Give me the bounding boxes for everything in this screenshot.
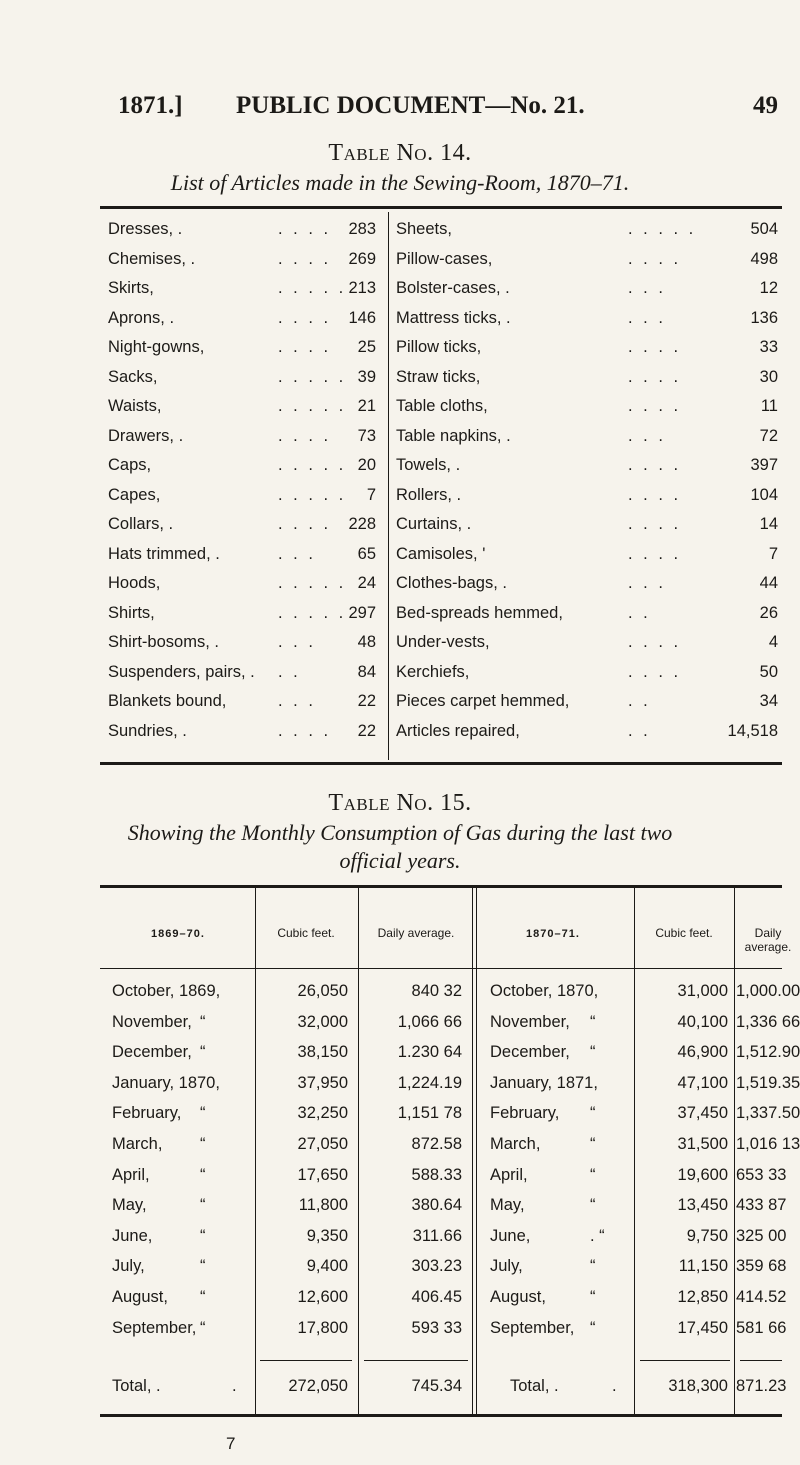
table14-left-row <box>108 574 376 598</box>
table15-total-label-b: Total, . <box>510 1377 559 1395</box>
article-name: Hoods, <box>108 574 161 592</box>
table15-cubic-feet-a: 11,800 <box>298 1196 348 1215</box>
table15-month-a: June, <box>112 1226 153 1245</box>
article-count: 34 <box>759 692 778 710</box>
table14-left-row <box>108 397 376 421</box>
table15-vline-5 <box>634 888 635 1416</box>
leader-dots: . . . . . <box>278 397 347 415</box>
table15-daily-average-a: 311.66 <box>412 1226 462 1245</box>
article-count: 7 <box>768 544 778 563</box>
table14-right-row <box>396 486 778 510</box>
leader-dots: . . . <box>278 692 316 710</box>
leader-dots: . . <box>628 721 651 740</box>
table15-daily-average-b: 433 87 <box>736 1196 787 1215</box>
table15-month-a: May, <box>112 1196 147 1215</box>
leader-dots: . . . . . <box>278 603 347 622</box>
article-count: 33 <box>759 338 778 356</box>
leader-dots: . . . . <box>628 456 682 474</box>
table15-month-a: October, 1869, <box>112 982 221 1000</box>
table15-cubic-feet-b: 31,500 <box>677 1135 728 1153</box>
table14-left-row <box>108 663 376 687</box>
article-count: 498 <box>750 249 778 268</box>
table15-total-cubic-a: 272,050 <box>288 1377 348 1395</box>
leader-dots: . . . . <box>628 338 682 356</box>
table15-daily-average-b: 653 33 <box>736 1165 787 1184</box>
table15-month-b: June, <box>490 1226 531 1245</box>
table15-cubic-feet-b: 17,450 <box>677 1318 728 1337</box>
table15-header-cubic-b: Cubic feet. <box>655 926 713 940</box>
article-count: 25 <box>357 338 376 356</box>
table15-ditto-mark-b: “ <box>590 1012 596 1031</box>
table15-daily-average-a: 593 33 <box>411 1318 462 1337</box>
table15-subtitle-line1: Showing the Monthly Consumption of Gas during the last two <box>127 820 673 845</box>
table15-daily-average-b: 1,336 66 <box>736 1012 800 1031</box>
leader-dots: . . . . <box>278 515 332 533</box>
table15-ditto-mark-b: “ <box>590 1104 596 1123</box>
article-count: 44 <box>759 574 778 592</box>
table15-month-a: August, <box>112 1288 168 1306</box>
table15-month-a: April, <box>112 1165 150 1184</box>
table14-left-row <box>108 722 376 746</box>
table15-vline-4 <box>476 888 477 1416</box>
table14-right-row <box>396 692 778 716</box>
table15-month-b: January, 1871, <box>490 1073 598 1092</box>
table15-daily-average-a: 1,066 66 <box>397 1012 462 1031</box>
table14-left-row <box>108 604 376 628</box>
article-name: Collars, . <box>108 515 174 533</box>
article-count: 39 <box>357 367 376 386</box>
table14-right-row <box>396 427 778 451</box>
article-count: 48 <box>357 633 376 651</box>
table15-daily-average-a: 872.58 <box>411 1135 462 1153</box>
table14-right-row <box>396 633 778 657</box>
article-name: Table cloths, <box>396 397 488 415</box>
table15-ditto-mark-a: “ <box>200 1288 206 1306</box>
leader-dots: . . . . . <box>278 279 347 297</box>
table14-left-row <box>108 545 376 569</box>
table15-cubic-feet-a: 17,650 <box>297 1165 348 1184</box>
table15-ditto-mark-a: “ <box>200 1165 206 1184</box>
article-name: Under-vests, <box>396 633 490 651</box>
leader-dots: . . . . . <box>628 220 697 238</box>
table15-vline-2 <box>358 888 359 1416</box>
article-name: Kerchiefs, <box>396 662 470 681</box>
article-name: Waists, <box>108 397 162 415</box>
article-name: Dresses, . <box>108 220 183 238</box>
table15-cubic-feet-b: 47,100 <box>677 1073 728 1092</box>
article-count: 30 <box>759 367 778 386</box>
leader-dots: . . . . <box>628 485 682 504</box>
leader-dots: . . . . <box>628 367 682 386</box>
table14-right-row <box>396 250 778 274</box>
table14-right-row <box>396 574 778 598</box>
table14-left-row <box>108 220 376 244</box>
table15-daily-average-b: 1,519.35 <box>736 1073 800 1092</box>
article-count: 7 <box>366 485 376 504</box>
table14-right-row <box>396 220 778 244</box>
table14-left-row <box>108 250 376 274</box>
article-count: 4 <box>768 633 778 651</box>
table15-cubic-feet-a: 9,400 <box>306 1257 348 1276</box>
leader-dots: . . . . <box>628 633 682 651</box>
table14-top-rule <box>100 206 782 209</box>
table15-cubic-feet-a: 27,050 <box>297 1135 348 1153</box>
table15-ditto-mark-a: “ <box>200 1226 206 1245</box>
table15-cubic-feet-a: 32,250 <box>297 1104 348 1123</box>
table15-daily-average-b: 1,000.00 <box>736 982 800 1000</box>
table14-right-row <box>396 545 778 569</box>
article-count: 297 <box>348 603 376 622</box>
running-head <box>118 92 778 128</box>
article-name: Hats trimmed, . <box>108 544 220 563</box>
article-name: Pillow ticks, <box>396 338 482 356</box>
table15-total-daily-b: 871.23 <box>736 1377 787 1395</box>
article-name: Drawers, . <box>108 426 184 445</box>
table15-top-rule <box>100 885 782 888</box>
table15-vline-3 <box>472 888 473 1416</box>
article-name: Skirts, <box>108 279 154 297</box>
leader-dots: . . . . <box>628 662 682 681</box>
table15-ditto-mark-a: “ <box>200 1104 206 1123</box>
table15-cubic-feet-a: 9,350 <box>306 1226 348 1245</box>
table15-ditto-mark-b: “ <box>590 1257 596 1276</box>
table15-month-a: July, <box>112 1257 145 1276</box>
leader-dots: . . . . <box>278 249 332 268</box>
table15-month-a: January, 1870, <box>112 1073 220 1092</box>
table15-month-a: November, <box>112 1012 192 1031</box>
article-name: Suspenders, pairs, . <box>108 662 255 681</box>
table15-month-b: March, <box>490 1135 541 1153</box>
table14-right-row <box>396 663 778 687</box>
table15-cubic-feet-a: 12,600 <box>297 1288 348 1306</box>
table15-vline-6 <box>734 888 735 1416</box>
leader-dots: . . . <box>628 279 666 297</box>
article-name: Towels, . <box>396 456 461 474</box>
article-name: Sacks, <box>108 367 158 386</box>
table15-ditto-mark-b: “ <box>590 1318 596 1337</box>
table14-left-row <box>108 692 376 716</box>
table15-month-b: November, <box>490 1012 570 1031</box>
leader-dots: . . . <box>628 574 666 592</box>
article-count: 26 <box>759 603 778 622</box>
table15-daily-average-a: 406.45 <box>411 1288 462 1306</box>
leader-dots: . . <box>628 692 651 710</box>
table15-header-rule <box>100 968 782 969</box>
table15-month-a: September, <box>112 1318 197 1337</box>
table15-cubic-feet-b: 19,600 <box>677 1165 728 1184</box>
table14-right-row <box>396 604 778 628</box>
table15-ditto-mark-b: “ <box>590 1165 596 1184</box>
article-count: 11 <box>760 397 778 415</box>
article-name: Bed-spreads hemmed, <box>396 603 563 622</box>
table15-header-daily-a: Daily average. <box>377 926 455 940</box>
table15-daily-average-b: 581 66 <box>736 1318 787 1337</box>
table15-daily-average-a: 380.64 <box>411 1196 462 1215</box>
table15-subtitle-line2: official years. <box>339 848 461 873</box>
table14-left-row <box>108 309 376 333</box>
table15-month-b: May, <box>490 1196 525 1215</box>
article-count: 73 <box>357 426 376 445</box>
table15-cubic-feet-b: 31,000 <box>677 982 728 1000</box>
table15-ditto-mark-a: “ <box>200 1257 206 1276</box>
table15-daily-average-b: 414.52 <box>736 1288 787 1306</box>
article-count: 22 <box>357 721 376 740</box>
table14-right-row <box>396 338 778 362</box>
article-count: 24 <box>357 574 376 592</box>
article-count: 21 <box>357 397 376 415</box>
article-name: Pillow-cases, <box>396 249 493 268</box>
table15-ditto-mark-a: “ <box>200 1318 206 1337</box>
article-count: 283 <box>348 220 376 238</box>
article-count: 72 <box>759 426 778 445</box>
article-name: Blankets bound, <box>108 692 227 710</box>
table15-sum-rule-daily-b <box>740 1360 782 1361</box>
table15-header-daily-b: Daily average. <box>744 926 792 954</box>
table15-month-b: September, <box>490 1318 575 1337</box>
table15-sum-rule-cubic-b <box>640 1360 730 1361</box>
table15-ditto-mark-a: “ <box>200 1043 206 1062</box>
leader-dots: . . . . <box>628 544 682 563</box>
leader-dots: . . . . <box>278 721 332 740</box>
article-name: Clothes-bags, . <box>396 574 507 592</box>
leader-dots: . . . . <box>278 308 332 327</box>
leader-dots: . . . . <box>278 426 332 445</box>
table15-ditto-mark-b: . “ <box>590 1226 605 1245</box>
table15-sum-rule-daily-a <box>364 1360 468 1361</box>
table15-ditto-mark-a: “ <box>200 1196 206 1215</box>
table15-daily-average-a: 303.23 <box>411 1257 462 1276</box>
article-name: Sundries, . <box>108 721 187 740</box>
leader-dots: . . . . . <box>278 574 347 592</box>
table14-right-row <box>396 456 778 480</box>
article-count: 14,518 <box>727 721 778 740</box>
table15-cubic-feet-a: 32,000 <box>297 1012 348 1031</box>
table15-cubic-feet-b: 40,100 <box>677 1012 728 1031</box>
table14-right-row <box>396 309 778 333</box>
article-count: 12 <box>759 279 778 297</box>
article-name: Mattress ticks, . <box>396 308 511 327</box>
table15-ditto-mark-b: “ <box>590 1196 596 1215</box>
table15-header-year-b: 1870–71. <box>526 928 580 940</box>
article-count: 84 <box>357 662 376 681</box>
table15-month-b: August, <box>490 1288 546 1306</box>
table14-column-divider <box>388 212 389 760</box>
leader-dots: . . . . <box>278 338 332 356</box>
table15-sum-rule-cubic-a <box>260 1360 352 1361</box>
leader-dots: . . . . <box>628 397 682 415</box>
leader-dots: . . . . . <box>278 485 347 504</box>
article-count: 65 <box>357 544 376 563</box>
table15-cubic-feet-b: 12,850 <box>677 1288 728 1306</box>
table15-daily-average-b: 325 00 <box>736 1226 787 1245</box>
leader-dots: . . . <box>628 308 666 327</box>
table14-left-row <box>108 427 376 451</box>
table15-cubic-feet-a: 17,800 <box>297 1318 348 1337</box>
article-name: Bolster-cases, . <box>396 279 510 297</box>
leader-dots: . . . <box>278 544 316 563</box>
table15-cubic-feet-a: 37,950 <box>297 1073 348 1092</box>
table15-ditto-mark-b: “ <box>590 1288 596 1306</box>
table15-daily-average-a: 1,224.19 <box>397 1073 462 1092</box>
table15-month-a: March, <box>112 1135 163 1153</box>
table15-month-a: December, <box>112 1043 192 1062</box>
table15-cubic-feet-a: 26,050 <box>297 982 348 1000</box>
table14-left-row <box>108 633 376 657</box>
table15-total-cubic-b: 318,300 <box>668 1377 728 1395</box>
table14-subtitle: List of Articles made in the Sewing-Room, 1870–71. <box>170 170 630 195</box>
article-count: 228 <box>348 515 376 533</box>
leader-dots: . . . . . <box>278 456 347 474</box>
table15-ditto-mark-b: “ <box>590 1043 596 1062</box>
table15-cubic-feet-a: 38,150 <box>297 1043 348 1062</box>
table14-bottom-rule <box>100 762 782 765</box>
article-name: Shirt-bosoms, . <box>108 633 219 651</box>
table15-ditto-mark-b: “ <box>590 1135 596 1153</box>
article-name: Caps, <box>108 456 152 474</box>
table15-cubic-feet-b: 13,450 <box>677 1196 728 1215</box>
page-number: 49 <box>753 92 778 119</box>
table15-total-daily-a: 745.34 <box>411 1377 462 1395</box>
article-name: Sheets, <box>396 220 452 238</box>
table15-daily-average-b: 359 68 <box>736 1257 787 1276</box>
table14-right-row <box>396 722 778 746</box>
table14-left-row <box>108 456 376 480</box>
article-count: 14 <box>759 515 778 533</box>
article-count: 22 <box>357 692 376 710</box>
table14-left-row <box>108 515 376 539</box>
table15-daily-average-b: 1,016 13 <box>736 1135 800 1153</box>
table15-cubic-feet-b: 37,450 <box>677 1104 728 1123</box>
article-name: Articles repaired, <box>396 721 520 740</box>
article-name: Chemises, . <box>108 249 196 268</box>
article-name: Capes, <box>108 485 161 504</box>
table15-daily-average-a: 1,151 78 <box>397 1104 462 1123</box>
article-count: 136 <box>750 308 778 327</box>
table15-ditto-mark-a: “ <box>200 1012 206 1031</box>
article-count: 397 <box>750 456 778 474</box>
table15-month-b: July, <box>490 1257 523 1276</box>
article-name: Curtains, . <box>396 515 472 533</box>
article-name: Rollers, . <box>396 485 462 504</box>
table14-left-row <box>108 279 376 303</box>
article-count: 213 <box>348 279 376 297</box>
article-count: 50 <box>759 662 778 681</box>
leader-dots: . . . . <box>628 515 682 533</box>
table15-month-b: April, <box>490 1165 528 1184</box>
table15-total-label-a: Total, . <box>112 1377 161 1395</box>
table15-daily-average-a: 1.230 64 <box>397 1043 462 1062</box>
article-name: Camisoles, ' <box>396 544 486 563</box>
table15-daily-average-b: 1,337.50 <box>736 1104 800 1123</box>
leader-dots: . . . <box>278 633 316 651</box>
leader-dots: . . . . <box>628 249 682 268</box>
table14-left-row <box>108 368 376 392</box>
table15-header-cubic-a: Cubic feet. <box>277 926 335 940</box>
table15-cubic-feet-b: 46,900 <box>677 1043 728 1062</box>
leader-dots: . . <box>278 662 301 681</box>
table15-month-b: February, <box>490 1104 560 1123</box>
article-name: Shirts, <box>108 603 155 622</box>
table15-total-dot-a: . <box>232 1377 237 1395</box>
table14-right-row <box>396 397 778 421</box>
table14-left-row <box>108 486 376 510</box>
article-name: Night-gowns, <box>108 338 205 356</box>
table15-daily-average-b: 1,512.90 <box>736 1043 800 1062</box>
running-head-title: PUBLIC DOCUMENT—No. 21. <box>236 92 585 119</box>
table14-title: Table No. 14. <box>328 140 472 166</box>
table14-right-row <box>396 515 778 539</box>
table15-month-b: December, <box>490 1043 570 1062</box>
leader-dots: . . <box>628 603 651 622</box>
article-name: Table napkins, . <box>396 426 511 445</box>
article-count: 504 <box>750 220 778 238</box>
article-count: 146 <box>348 308 376 327</box>
table15-header-year-a: 1869–70. <box>151 928 205 940</box>
article-count: 20 <box>357 456 376 474</box>
leader-dots: . . . . . <box>278 367 347 386</box>
article-count: 269 <box>348 249 376 268</box>
table15-month-a: February, <box>112 1104 182 1123</box>
table15-month-b: October, 1870, <box>490 982 599 1000</box>
leader-dots: . . . <box>628 426 666 445</box>
table15-bottom-rule <box>100 1414 782 1417</box>
table15-cubic-feet-b: 11,150 <box>678 1257 728 1276</box>
table14-left-row <box>108 338 376 362</box>
article-name: Aprons, . <box>108 308 175 327</box>
table15-daily-average-a: 588.33 <box>411 1165 462 1184</box>
article-name: Pieces carpet hemmed, <box>396 692 570 710</box>
running-head-year: 1871.] <box>118 92 183 119</box>
table15-ditto-mark-a: “ <box>200 1135 206 1153</box>
article-name: Straw ticks, <box>396 367 481 386</box>
table14-right-row <box>396 368 778 392</box>
table15-total-dot-b: . <box>612 1377 617 1395</box>
table14-right-row <box>396 279 778 303</box>
table15-daily-average-a: 840 32 <box>411 982 462 1000</box>
page-signature-mark: 7 <box>226 1434 236 1453</box>
leader-dots: . . . . <box>278 220 332 238</box>
table15-title: Table No. 15. <box>328 790 472 816</box>
table15-cubic-feet-b: 9,750 <box>686 1226 728 1245</box>
article-count: 104 <box>750 485 778 504</box>
